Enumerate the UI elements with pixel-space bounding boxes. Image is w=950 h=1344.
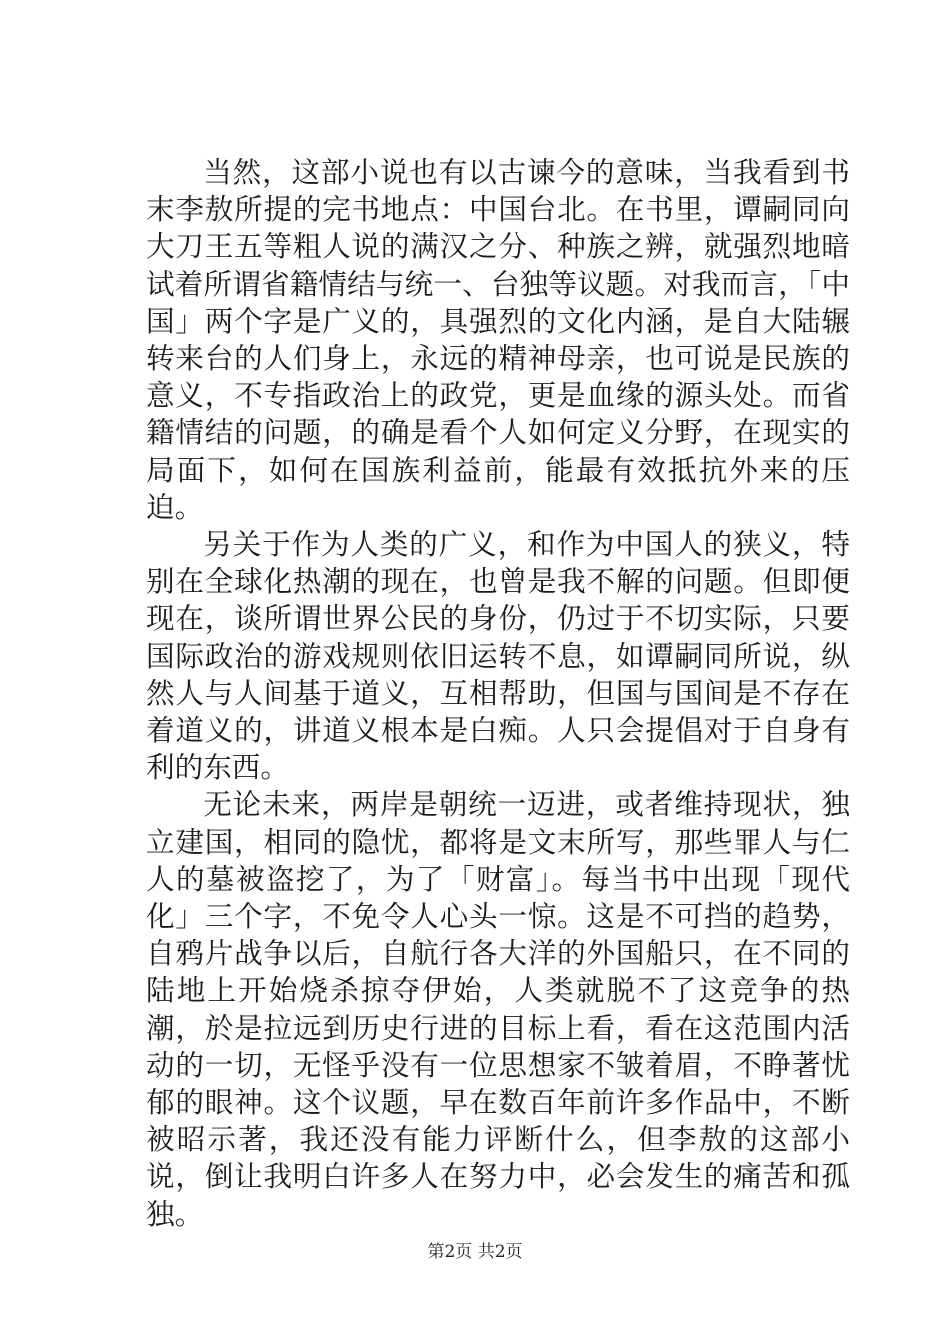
document-body <box>146 154 850 1233</box>
paragraph-1: 当然，这部小说也有以古谏今的意味，当我看到书末李敖所提的完书地点：中国台北。在书里，谭嗣同向大刀王五等粗人说的满汉之分、种族之辨，就强烈地暗试着所谓省籍情结与统一、台独等议题。对我而言，「中国」两个字是广义的，具强烈的文化内涵，是自大陆辗转来台的人们身上，永远的精神母亲，也可说是民族的意义，不专指政治上的政党，更是血缘的源头处。而省籍情结的问题，的确是看个人如何定义分野，在现实的局面下，如何在国族利益前，能最有效抵抗外来的压迫。 <box>146 155 850 524</box>
paragraph-3: 无论未来，两岸是朝统一迈进，或者维持现状，独立建国，相同的隐忧，都将是文末所写，那些罪人与仁人的墓被盗挖了，为了「财富」。每当书中出现「现代化」三个字，不免令人心头一惊。这是不可挡的趋势，自鸦片战争以后，自航行各大洋的外国船只，在不同的陆地上开始烧杀掠夺伊始，人类就脱不了这竞争的热潮，於是拉远到历史行进的目标上看，看在这范围内活动的一切，无怪乎没有一位思想家不皱着眉，不睁著忧郁的眼神。这个议题，早在数百年前许多作品中，不断被昭示著，我还没有能力评断什么，但李敖的这部小说，倒让我明白许多人在努力中，必会发生的痛苦和孤独。 <box>146 787 850 1231</box>
paragraph-2: 另关于作为人类的广义，和作为中国人的狭义，特别在全球化热潮的现在，也曾是我不解的问题。但即便现在，谈所谓世界公民的身份，仍过于不切实际，只要国际政治的游戏规则依旧运转不息，如谭嗣同所说，纵然人与人间基于道义，互相帮助，但国与国间是不存在着道义的，讲道义根本是白痴。人只会提倡对于自身有利的东西。 <box>146 527 850 785</box>
page-number-footer: 第2页 共2页 <box>427 1242 523 1262</box>
